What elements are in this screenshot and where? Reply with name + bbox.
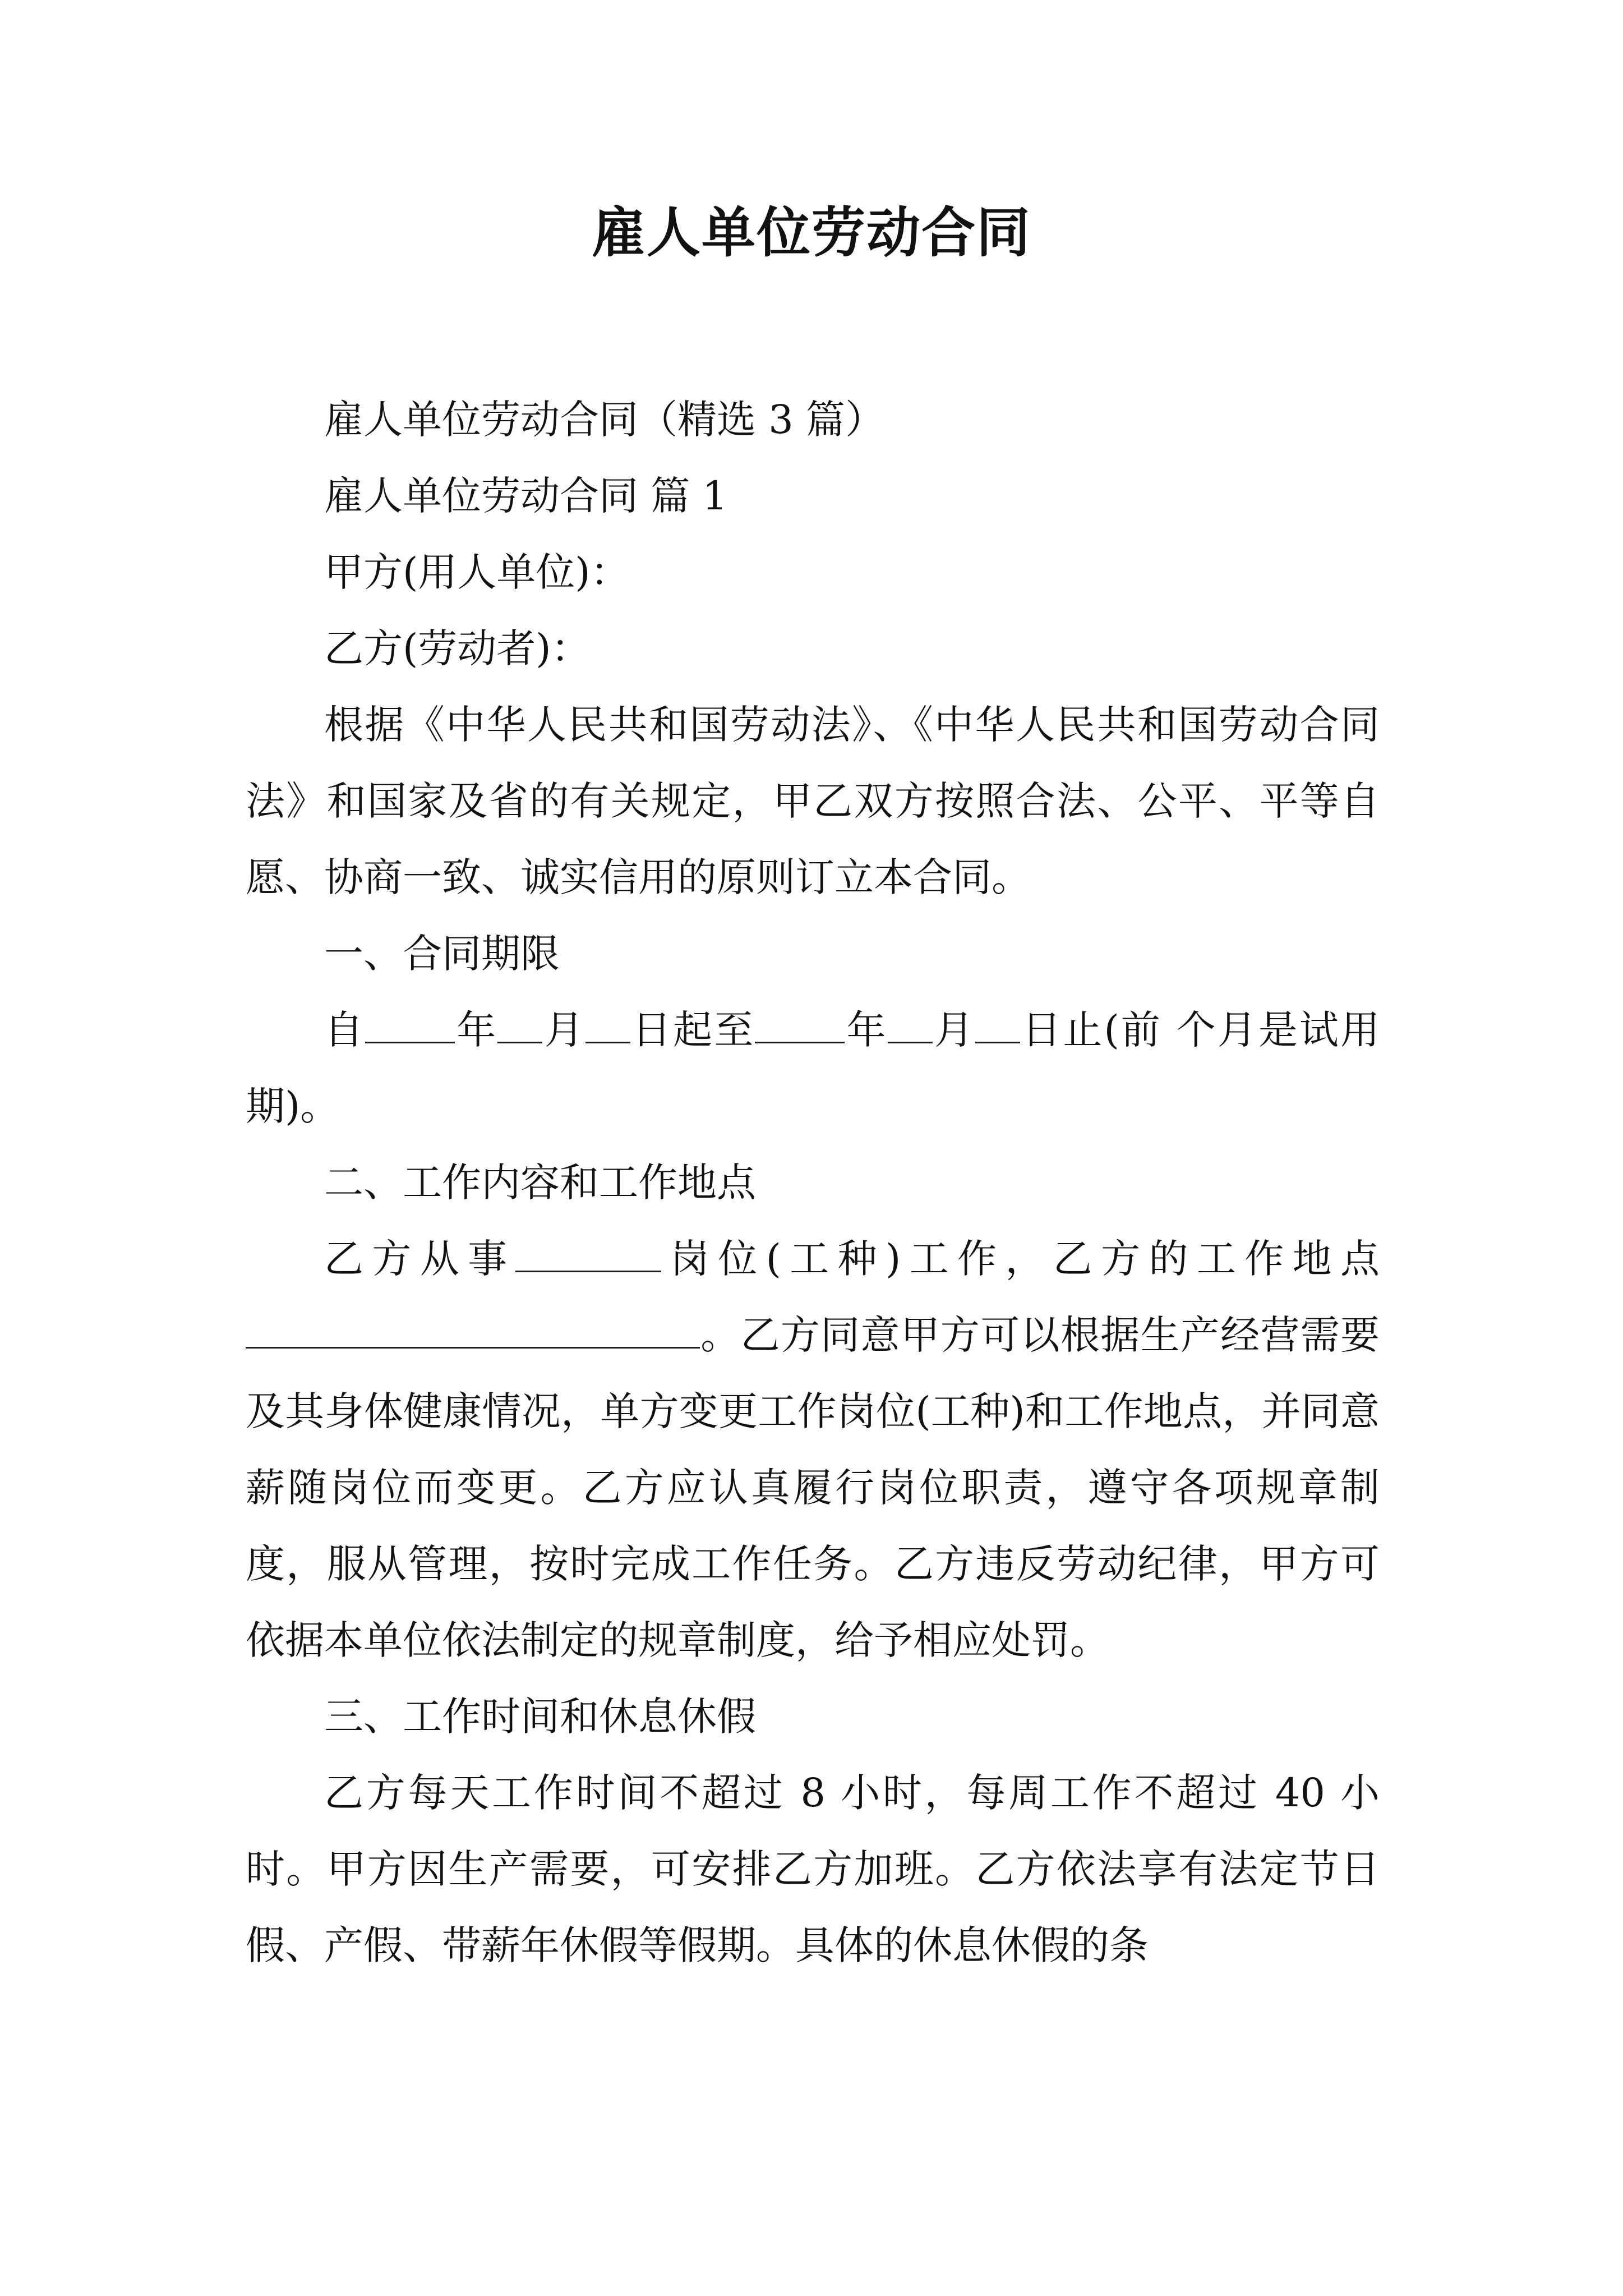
party-b-line: 乙方(劳动者)： [324,625,591,671]
document-body [246,381,1380,1984]
section-1-paragraph [246,992,1380,1144]
sec1-text-year: 年 [455,1007,498,1053]
section-2-heading: 二、工作内容和工作地点 [324,1159,756,1205]
end-day-blank [975,1002,1020,1043]
section-3-paragraph: 乙方每天工作时间不超过 8 小时，每周工作不超过 40 小时。甲方因生产需要，可安排乙方加班。乙方依法享有法定节日假、产假、带薪年休假等假期。具体的休息休假的条 [246,1770,1380,1968]
party-a-line: 甲方(用人单位)： [324,549,630,595]
sec2-text-position: 岗位(工种)工作，乙方的工作地点 [661,1236,1380,1282]
sec1-text-from: 自 [324,1007,366,1053]
start-year-blank [365,1002,455,1043]
document-title: 雇人单位劳动合同 [592,201,1031,264]
sec1-text-end: 日止(前 个月是试用期)。 [246,1007,1380,1129]
subtitle: 雇人单位劳动合同（精选 3 篇） [324,397,885,443]
end-month-blank [888,1002,933,1043]
sec1-text-day-to: 日起至 [630,1007,755,1053]
work-location-blank [246,1308,700,1349]
intro-paragraph: 根据《中华人民共和国劳动法》、《中华人民共和国劳动合同法》和国家及省的有关规定，甲乙双方按照合法、公平、平等自愿、协商一致、诚实信用的原则订立本合同。 [246,702,1380,900]
sec1-text-month-2: 月 [932,1007,976,1053]
section-2-paragraph [246,1221,1380,1678]
section-3-heading: 三、工作时间和休息休假 [324,1694,756,1740]
end-year-blank [755,1002,845,1043]
part-heading: 雇人单位劳动合同 篇 1 [324,473,728,519]
position-blank [515,1231,661,1272]
sec2-text-engage: 乙方从事 [324,1236,516,1282]
sec1-text-year-2: 年 [845,1007,888,1053]
start-day-blank [585,1002,630,1043]
sec2-text-rest: 。乙方同意甲方可以根据生产经营需要及其身体健康情况，单方变更工作岗位(工种)和工作地点，并同意薪随岗位而变更。乙方应认真履行岗位职责，遵守各项规章制度，服从管理，按时完成工作任务。乙方违反劳动纪律，甲方可依据本单位依法制定的规章制度，给予相应处罚。 [246,1312,1380,1663]
start-month-blank [497,1002,542,1043]
sec1-text-month: 月 [542,1007,585,1053]
section-1-heading: 一、合同期限 [324,931,560,977]
